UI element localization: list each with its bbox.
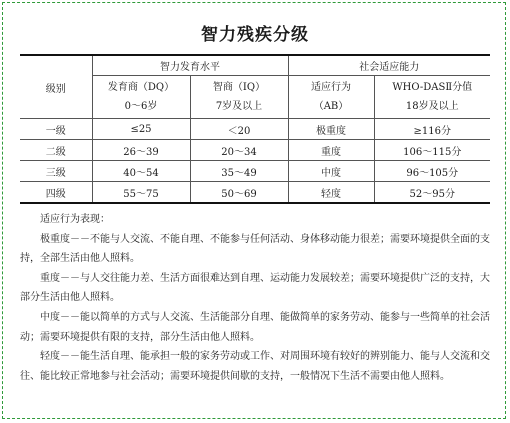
col-header-iq-line1: 智商（IQ）: [212, 82, 266, 93]
cell-das: 106～115分: [374, 140, 490, 161]
adaptive-behavior-notes: [20, 210, 490, 386]
cell-iq: ＜20: [190, 119, 288, 140]
cell-das: 52～95分: [374, 182, 490, 204]
col-header-ab: [288, 76, 374, 119]
cell-dq: 55～75: [92, 182, 190, 204]
table-row: [20, 182, 490, 204]
col-header-iq-line2: 7岁及以上: [215, 101, 263, 112]
cell-iq: 50～69: [190, 182, 288, 204]
cell-level: 一级: [20, 119, 92, 140]
cell-level: 二级: [20, 140, 92, 161]
iq-group-header: 智力发育水平: [92, 55, 288, 76]
table-row: [20, 161, 490, 182]
cell-level: 四级: [20, 182, 92, 204]
cell-ab: 轻度: [288, 182, 374, 204]
col-header-dq: [92, 76, 190, 119]
note-moderate: 中度－－能以简单的方式与人交流、生活能部分自理、能做简单的家务劳动、能参与一些简单的社会活动；需要环境提供有限的支持，部分生活由他人照料。: [20, 311, 490, 343]
cell-iq: 35～49: [190, 161, 288, 182]
col-header-iq: [190, 76, 288, 119]
note-severe: 重度－－与人交往能力差、生活方面很难达到自理、运动能力发展较差；需要环境提供广泛的支持，大部分生活由他人照料。: [20, 272, 490, 304]
col-header-ab-line2: （AB）: [313, 101, 349, 112]
table-row: [20, 119, 490, 140]
note-mild: 轻度－－能生活自理、能承担一般的家务劳动或工作、对周围环境有较好的辨别能力、能与人交流和交往、能比较正常地参与社会活动；需要环境提供间歇的支持，一般情况下生活不需要由他人照料。: [20, 351, 490, 382]
notes-heading: 适应行为表现：: [40, 214, 110, 225]
cell-ab: 极重度: [288, 119, 374, 140]
col-header-das-line1: WHO-DASⅡ分值: [392, 82, 473, 93]
col-header-dq-line1: 发育商（DQ）: [107, 82, 175, 93]
col-header-das: [374, 76, 490, 119]
note-profound: 极重度－－不能与人交流、不能自理、不能参与任何活动、身体移动能力很差；需要环境提供全面的支持，全部生活由他人照料。: [20, 233, 490, 265]
disability-grade-table: [20, 54, 490, 204]
table-row: [20, 140, 490, 161]
level-header: 级别: [20, 55, 92, 119]
cell-ab: 重度: [288, 140, 374, 161]
cell-iq: 20～34: [190, 140, 288, 161]
col-header-das-line2: 18岁及以上: [405, 101, 459, 112]
social-group-header: 社会适应能力: [288, 55, 490, 76]
col-header-ab-line1: 适应行为: [311, 82, 351, 93]
col-header-dq-line2: 0～6岁: [124, 101, 158, 112]
cell-dq: 26～39: [92, 140, 190, 161]
cell-das: 96～105分: [374, 161, 490, 182]
cell-level: 三级: [20, 161, 92, 182]
cell-ab: 中度: [288, 161, 374, 182]
document-title: 智力残疾分级: [201, 25, 309, 45]
cell-das: ≥116分: [374, 119, 490, 140]
cell-dq: ≤25: [92, 119, 190, 140]
cell-dq: 40～54: [92, 161, 190, 182]
